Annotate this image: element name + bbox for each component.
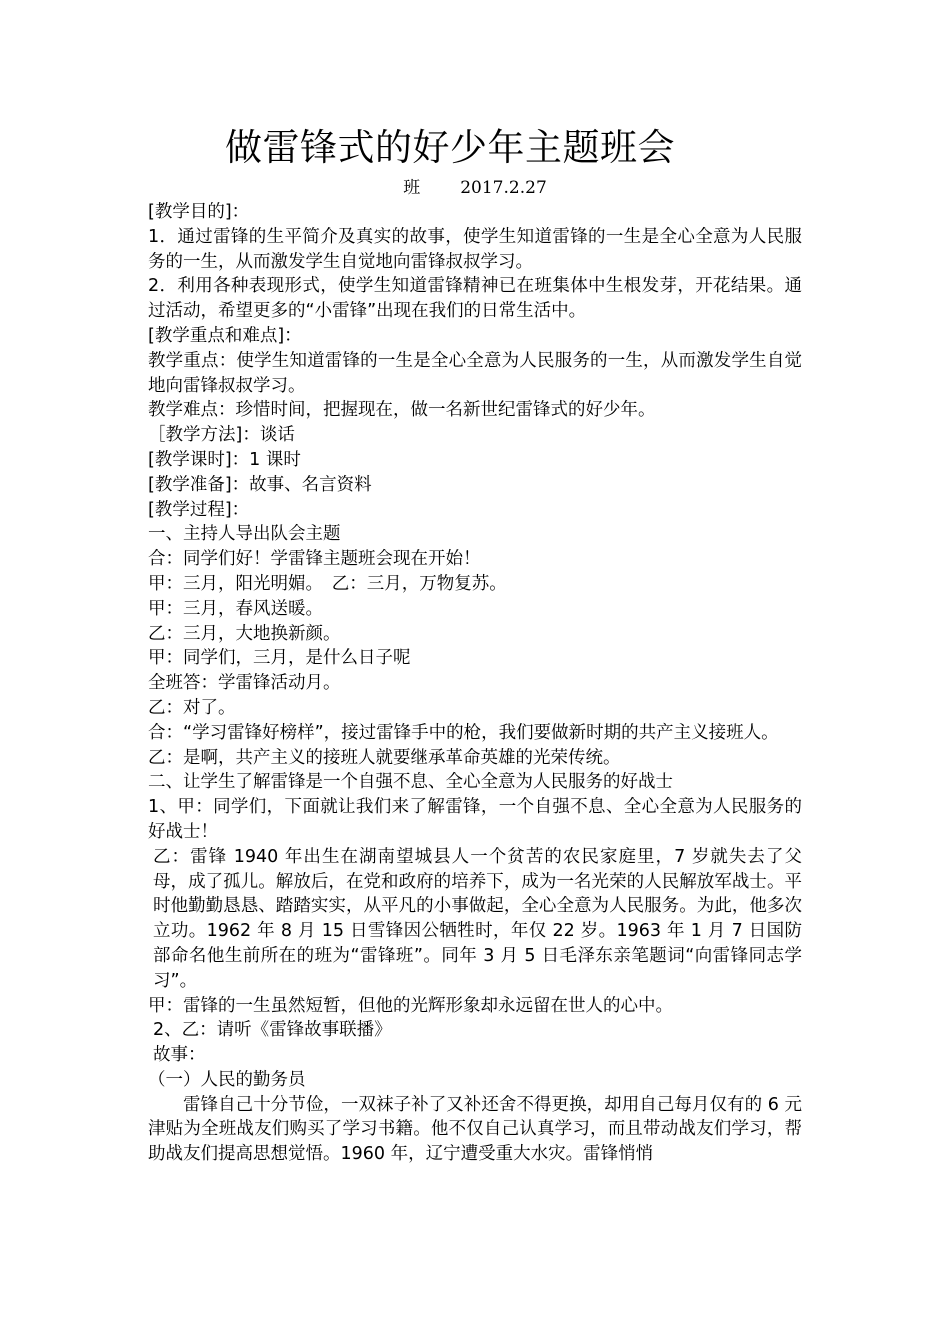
paragraph-goal-2: 2．利用各种表现形式，使学生知道雷锋精神已在班集体中生根发芽，开花结果。通过活动，希望更多的“小雷锋”出现在我们的日常生活中。 [148,276,802,322]
section-heading-1: 一、主持人导出队会主题 [148,524,341,545]
dialogue-line: 合：同学们好！学雷锋主题班会现在开始！ [148,549,481,570]
dialogue-line: 甲：同学们，三月，是什么日子呢 [148,648,411,669]
heading-key-points: [教学重点和难点]： [148,325,302,346]
story-label: 故事： [153,1045,206,1066]
paragraph-goal-1: 1．通过雷锋的生平简介及真实的故事，使学生知道雷锋的一生是全心全意为人民服务的一生，从而激发学生自觉地向雷锋叔叔学习。 [148,226,802,272]
story-paragraph: 雷锋自己十分节俭，一双袜子补了又补还舍不得更换，却用自己每月仅有的 6 元津贴为全班战友们购买了学习书籍。他不仅自己认真学习，而且带动战友们学习，帮助战友们提高思想觉悟。1960 年，辽宁遭受重大水灾。雷锋悄悄 [148,1094,802,1165]
dialogue-line: 2、乙：请听《雷锋故事联播》 [153,1020,392,1041]
dialogue-line: 乙：是啊，共产主义的接班人就要继承革命英雄的光荣传统。 [148,747,621,768]
section-heading-2: 二、让学生了解雷锋是一个自强不息、全心全意为人民服务的好战士 [148,772,673,793]
heading-teaching-process: [教学过程]： [148,499,250,520]
dialogue-line: 乙：三月，大地换新颜。 [148,623,341,644]
document-subtitle [0,176,950,200]
biography-paragraph: 乙：雷锋 1940 年出生在湖南望城县人一个贫苦的农民家庭里，7 岁就失去了父母，成了孤儿。解放后，在党和政府的培养下，成为一名光荣的人民解放军战士。平时他勤勤恳恳、踏踏实实，从平凡的小事做起，全心全意为人民服务。为此，他多次立功。1962 年 8 月 15 日雪锋因公牺牲时，年仅 22 岁。1963 年 1 月 7 日国防部命名他生前所在的班为“雷锋班”。同年 3 月 5 日毛泽东亲笔题词“向雷锋同志学习”。 [153,846,802,991]
dialogue-line: 甲：三月，阳光明媚。 乙：三月，万物复苏。 [148,573,507,594]
dialogue-line: 合：“学习雷锋好榜样”，接过雷锋手中的枪，我们要做新时期的共产主义接班人。 [148,722,779,743]
paragraph-class-hours: [教学课时]：1 课时 [148,449,301,470]
paragraph-preparation: [教学准备]：故事、名言资料 [148,474,372,495]
heading-teaching-goal: [教学目的]： [148,202,250,222]
paragraph-difficult-point: 教学难点：珍惜时间，把握现在，做一名新世纪雷锋式的好少年。 [148,400,656,421]
paragraph-key-point: 教学重点：使学生知道雷锋的一生是全心全意为人民服务的一生，从而激发学生自觉地向雷锋叔叔学习。 [148,350,802,396]
story-heading: （一）人民的勤务员 [148,1069,306,1090]
dialogue-line: 1、甲：同学们，下面就让我们来了解雷锋，一个自强不息、全心全意为人民服务的好战士！ [148,797,802,842]
class-label: 班 [403,178,421,198]
document-title: 做雷锋式的好少年主题班会 [225,126,675,169]
document-body [148,200,802,1167]
dialogue-line: 甲：三月，春风送暖。 [148,598,323,619]
dialogue-line: 乙：对了。 [148,697,236,718]
dialogue-line: 全班答：学雷锋活动月。 [148,673,341,694]
paragraph-teaching-method: ［教学方法]：谈话 [148,425,295,446]
document-date: 2017.2.27 [460,178,547,198]
dialogue-line: 甲：雷锋的一生虽然短暂，但他的光辉形象却永远留在世人的心中。 [148,995,673,1016]
